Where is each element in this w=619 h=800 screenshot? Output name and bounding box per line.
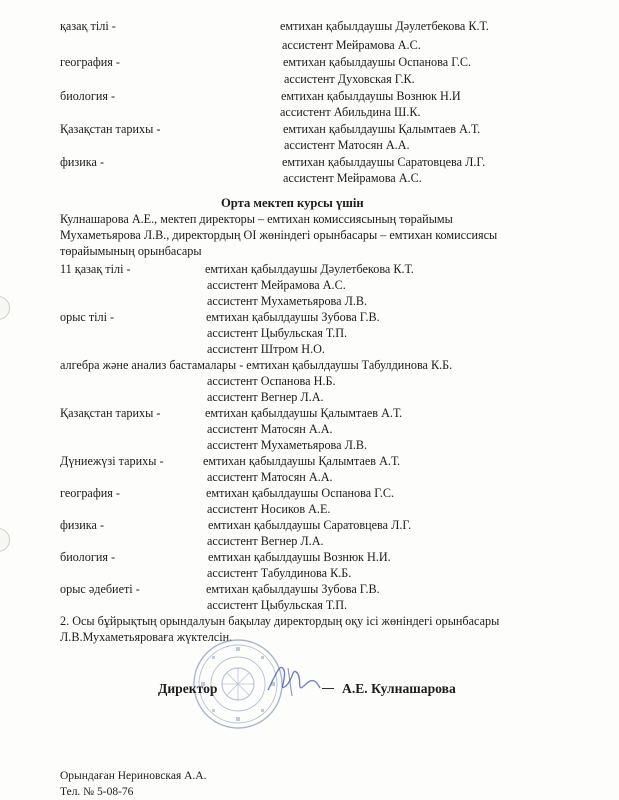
section-title: Орта мектеп курсы үшін bbox=[221, 196, 364, 210]
assistant-line: ассистент Матосян А.А. bbox=[207, 422, 333, 436]
examiner-line: емтихан қабылдаушы Зубова Г.В. bbox=[206, 310, 380, 324]
assistant-line: ассистент Матосян А.А. bbox=[207, 470, 333, 484]
handwritten-signature bbox=[262, 656, 342, 704]
assistant-line: ассистент Мейрамова А.С. bbox=[283, 171, 422, 185]
examiner-line: емтихан қабылдаушы Оспанова Г.С. bbox=[206, 486, 395, 500]
examiner-line: емтихан қабылдаушы Қалымтаев А.Т. bbox=[203, 454, 401, 468]
intro-line: төрайымының орынбасары bbox=[60, 244, 202, 258]
subject-label: алгебра және анализ бастамалары - емтихан қабылдаушы Табулдинова К.Б. bbox=[60, 358, 453, 372]
signature-dash bbox=[322, 688, 334, 689]
examiner-line: емтихан қабылдаушы Вознюк Н.И bbox=[281, 89, 461, 103]
examiner-line: емтихан қабылдаушы Дәулетбекова К.Т. bbox=[280, 19, 489, 33]
examiner-line: емтихан қабылдаушы Оспанова Г.С. bbox=[283, 55, 472, 69]
assistant-line: ассистент Вегнер Л.А. bbox=[207, 534, 324, 548]
assistant-line: ассистент Мухаметьярова Л.В. bbox=[207, 438, 368, 452]
subject-label: қазақ тілі - bbox=[60, 19, 116, 33]
examiner-line: емтихан қабылдаушы Саратовцева Л.Г. bbox=[208, 518, 412, 532]
subject-label: физика - bbox=[60, 155, 105, 169]
examiner-line: емтихан қабылдаушы Қалымтаев А.Т. bbox=[205, 406, 403, 420]
phone-note: Тел. № 5-08-76 bbox=[60, 786, 134, 798]
assistant-line: ассистент Мейрамова А.С. bbox=[207, 278, 346, 292]
subject-label: физика - bbox=[60, 518, 105, 532]
punch-hole-top bbox=[0, 296, 10, 320]
examiner-line: емтихан қабылдаушы Саратовцева Л.Г. bbox=[282, 155, 486, 169]
assistant-line: ассистент Цыбульская Т.П. bbox=[207, 326, 348, 340]
assistant-line: ассистент Матосян А.А. bbox=[284, 138, 410, 152]
clause-line: 2. Осы бұйрықтың орындалуын бақылау директордың оқу ісі жөніндегі орынбасары bbox=[60, 614, 500, 628]
intro-line: Кулнашарова А.Е., мектеп директоры – емтихан комиссиясының төрайымы bbox=[60, 212, 453, 226]
assistant-line: ассистент Цыбульская Т.П. bbox=[207, 598, 348, 612]
assistant-line: ассистент Табулдинова К.Б. bbox=[207, 566, 352, 580]
examiner-line: емтихан қабылдаушы Дәулетбекова К.Т. bbox=[205, 262, 414, 276]
executor-note: Орындаған Нериновская А.А. bbox=[60, 770, 207, 782]
subject-label: Қазақстан тарихы - bbox=[60, 122, 161, 136]
clause-line: Л.В.Мухаметьяроваға жүктелсін. bbox=[60, 630, 233, 644]
assistant-line: ассистент Вегнер Л.А. bbox=[207, 390, 324, 404]
subject-label: орыс тілі - bbox=[60, 310, 115, 324]
director-name: А.Е. Кулнашарова bbox=[342, 681, 456, 696]
assistant-line: ассистент Оспанова Н.Б. bbox=[207, 374, 336, 388]
subject-label: биология - bbox=[60, 89, 116, 103]
examiner-line: емтихан қабылдаушы Қалымтаев А.Т. bbox=[283, 122, 481, 136]
intro-line: Мухаметьярова Л.В., директордың ОІ жөніндегі орынбасары – емтихан комиссиясы bbox=[60, 228, 498, 242]
assistant-line: ассистент Носиков А.Е. bbox=[207, 502, 331, 516]
subject-label: Дүниежүзі тарихы - bbox=[60, 454, 164, 468]
assistant-line: ассистент Мейрамова А.С. bbox=[282, 38, 421, 52]
punch-hole-bottom bbox=[0, 528, 10, 552]
assistant-line: ассистент Мухаметьярова Л.В. bbox=[207, 294, 368, 308]
subject-label: география - bbox=[60, 55, 120, 69]
subject-label: Қазақстан тарихы - bbox=[60, 406, 161, 420]
subject-label: география - bbox=[60, 486, 120, 500]
subject-label: 11 қазақ тілі - bbox=[60, 262, 131, 276]
director-role-label: Директор bbox=[158, 681, 218, 696]
subject-label: биология - bbox=[60, 550, 116, 564]
subject-label: орыс әдебиеті - bbox=[60, 582, 140, 596]
examiner-line: емтихан қабылдаушы Вознюк Н.И. bbox=[208, 550, 391, 564]
assistant-line: ассистент Абильдина Ш.К. bbox=[280, 105, 421, 119]
assistant-line: ассистент Штром Н.О. bbox=[207, 342, 325, 356]
examiner-line: емтихан қабылдаушы Зубова Г.В. bbox=[206, 582, 380, 596]
assistant-line: ассистент Духовская Г.К. bbox=[284, 72, 415, 86]
